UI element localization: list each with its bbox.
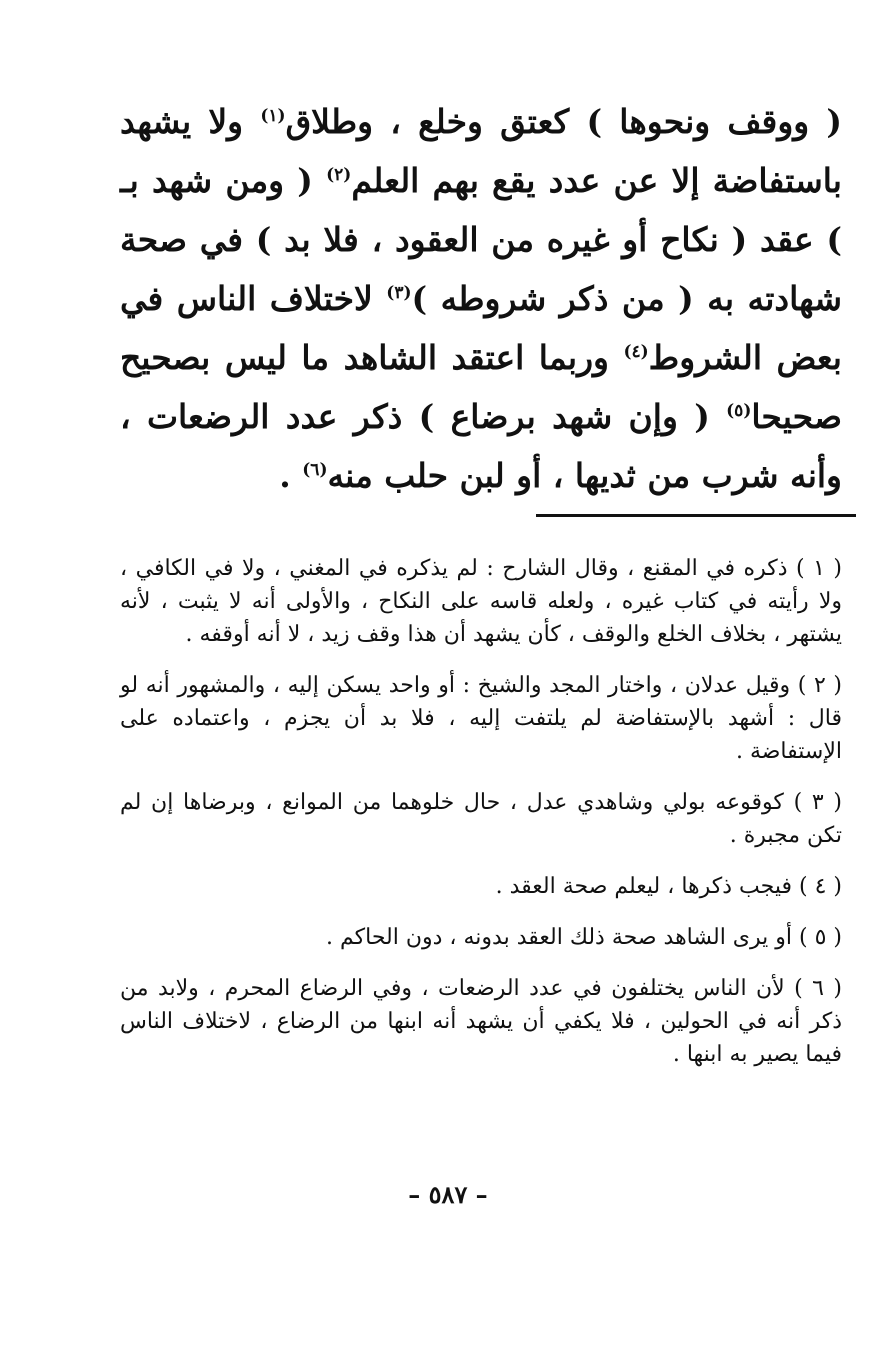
- footnote-reference-5: (٥): [726, 401, 752, 421]
- footnote-3: ( ٣ ) كوقوعه بولي وشاهدي عدل ، حال خلوهما من الموانع ، وبرضاها إن لم تكن مجبرة .: [120, 790, 843, 848]
- main-text-segment: ( ووقف ونحوها ) كعتق وخلع ، وطلاق: [285, 102, 843, 141]
- footnote-reference-4: (٤): [623, 342, 649, 362]
- footnote-divider: [536, 514, 856, 517]
- footnote-reference-1: (١): [260, 106, 286, 126]
- main-text-segment: لاختلاف الناس في بعض الشروط: [120, 279, 842, 377]
- footnote-reference-3: (٣): [386, 283, 412, 303]
- main-text-segment: ( وإن شهد برضاع ) ذكر عدد الرضعات ، وأنه شرب من ثديها ، أو لبن حلب منه: [120, 397, 842, 495]
- footnote-reference-2: (٢): [326, 165, 352, 185]
- footnote-4: ( ٤ ) فيجب ذكرها ، ليعلم صحة العقد .: [495, 874, 842, 899]
- footnote-2: ( ٢ ) وقيل عدلان ، واختار المجد والشيخ : أو واحد يسكن إليه ، والمشهور أنه لو قال : أشهد بالإستفاضة لم يلتفت إليه ، فلا بد أن يجزم ، واعتماده على الإستفاضة .: [120, 673, 842, 764]
- main-text-segment: وربما اعتقد الشاهد ما ليس بصحيح صحيحا: [120, 338, 842, 436]
- main-text-segment: ولا يشهد باستفاضة إلا عن عدد يقع بهم العلم: [120, 102, 842, 200]
- main-text-segment: ( ومن شهد بـ ) عقد ( نكاح أو غيره من العقود ، فلا بد ) في صحة شهادته به ( من ذكر شروطه ): [120, 161, 843, 318]
- main-text-block: [120, 92, 842, 505]
- footnotes-section: [120, 552, 842, 1089]
- footnote-reference-6: (٦): [302, 460, 328, 480]
- footnote-1: ( ١ ) ذكره في المقنع ، وقال الشارح : لم يذكره في المغني ، ولا في الكافي ، ولا رأيته في كتاب غيره ، ولعله قاسه على النكاح ، والأولى أنه لا يثبت ، لأنه يشتهر ، بخلاف الخلع والوقف ، كأن يشهد أن هذا وقف زيد ، لا أنه أوقفه .: [120, 556, 842, 647]
- page-number: – ٥٨٧ –: [408, 1180, 488, 1209]
- footnote-6: ( ٦ ) لأن الناس يختلفون في عدد الرضعات ، وفي الرضاع المحرم ، ولابد من ذكر أنه في الحولين ، فلا يكفي أن يشهد أنه ابنها من الرضاع ، لاختلاف الناس فيما يصير به ابنها .: [120, 976, 842, 1067]
- main-text-segment: .: [279, 456, 303, 495]
- footnote-5: ( ٥ ) أو يرى الشاهد صحة ذلك العقد بدونه ، دون الحاكم .: [326, 925, 842, 950]
